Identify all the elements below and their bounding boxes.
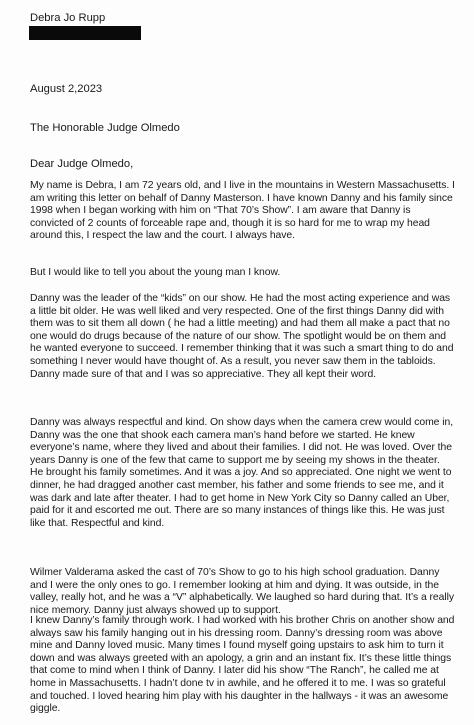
paragraph-text: Danny was the leader of the “kids” on our show. He had the most acting experience and was a little bit older. He was well liked and very respected. One of the first things Danny did with them was to sit them all down ( he had a little meeting) and had them all make a pact that no one would do drugs because of the nature of our show. The spotlight would be on them and he wanted everyone to succeed. I remember thinking that it was such a smart thing to do and something I never would have thought of. As a result, you never saw them in the tabloids. Danny made sure of that and I was so appreciative. They all kept their word.	[30, 293, 454, 380]
paragraph-text: But I would like to tell you about the young man I know.	[30, 267, 281, 278]
paragraph-text: My name is Debra, I am 72 years old, and I live in the mountains in Western Massachusetts. I am writing this letter on behalf of Danny Masterson. I have known Danny and his family since 1998 when I began working with him on “That 70’s Show”. I am aware that Danny is convicted of 2 counts of forceable rape and, though it is so hard for me to wrap my head around this, I respect the law and the court. I always have.	[30, 180, 455, 242]
paragraph-text: Danny was always respectful and kind. On show days when the camera crew would come in, Danny was the one that shook each camera man’s hand before we started. He knew everyone’s name, where they lived and about their families. I did not. He was loved. Over the years Danny is one of the few that came to support me by seeing my shows in the theater. He brought his family sometimes. And it was a joy. And so appreciated. One night we went to dinner, he had dragged another cast member, his father and some friends to see me, and it was dark and late after theater. I had to get home in New York City so Danny called an Uber, paid for it and escorted me out. There are so many instances of things like this. He was just like that. Respectful and kind.	[30, 417, 454, 529]
paragraph-transition	[30, 267, 455, 280]
paragraph-text: Wilmer Valderama asked the cast of 70’s Show to go to his high school graduation. Danny and I were the only ones to go. I remember looking at him and dying. It was outside, in the valley, really hot, and he was a “V” alphabetically. We laughed so hard during that. It’s a really nice memory. Danny just always showed up to support.	[30, 567, 455, 616]
paragraph-text: I knew Danny’s family through work. I had worked with his brother Chris on another show and always saw his family hanging out in his dressing room. Danny’s dressing room was above mine and Danny loved music. Many times I found myself going upstairs to ask him to turn it down and was always greeted with an apology, a grin and an instant fix. It’s these little things that come to mind when I think of Danny. I later did his show “The Ranch”, he called me at home in Massachusetts. I hadn’t done tv in awhile, and he offered it to me. I was so grateful and touched. I loved hearing him play with his daughter in the hallways - it was an awesome giggle.	[30, 615, 455, 715]
paragraph-graduation	[30, 567, 455, 617]
paragraph-introduction	[30, 180, 455, 243]
salutation: Dear Judge Olmedo,	[30, 158, 134, 170]
paragraph-leader	[30, 293, 455, 381]
redacted-address-block	[29, 26, 141, 40]
letter-date: August 2,2023	[30, 83, 103, 95]
paragraph-respectful	[30, 417, 455, 530]
paragraph-family	[30, 615, 455, 716]
sender-name: Debra Jo Rupp	[30, 12, 106, 24]
recipient-line: The Honorable Judge Olmedo	[30, 122, 180, 134]
